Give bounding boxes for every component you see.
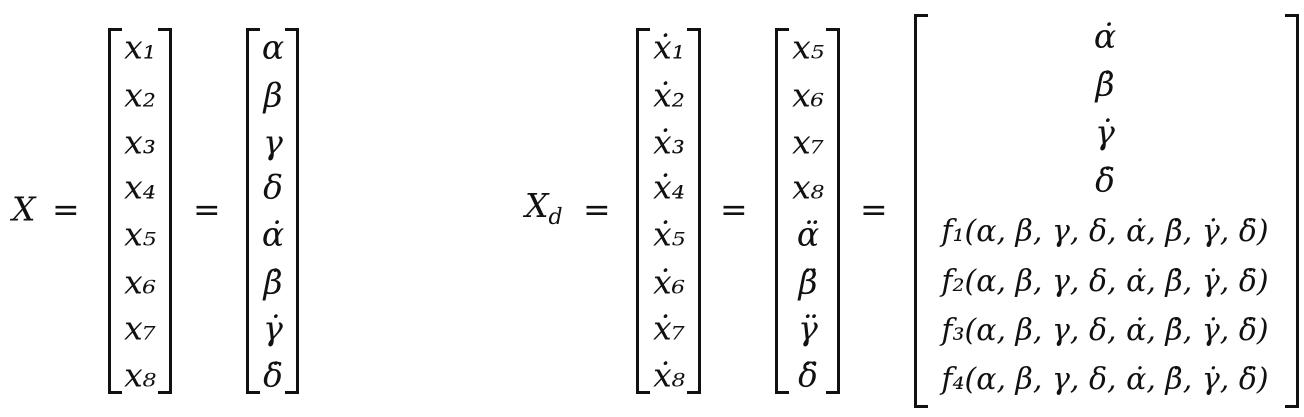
equals-sign: = <box>720 189 748 229</box>
matrix-cell: x₄ <box>124 167 156 207</box>
matrix-cell: α <box>261 27 285 67</box>
angle-vector-matrix <box>248 0 298 417</box>
matrix-cell: ẋ₂ <box>653 75 685 115</box>
matrix-cell: x₆ <box>792 75 824 115</box>
derivative-vector-matrix <box>638 0 700 417</box>
matrix-cell: ẋ₃ <box>653 122 685 162</box>
matrix-cell: δ̇ <box>263 355 283 395</box>
matrix-cell: β̇ <box>1095 64 1115 104</box>
dynamics-vector-matrix <box>918 0 1292 417</box>
matrix-cell: f₂(α, β, γ, δ, α̇, β̇, γ̇, δ̇) <box>941 264 1269 299</box>
matrix-cell: x₆ <box>124 262 156 302</box>
matrix-cell: f₁(α, β, γ, δ, α̇, β̇, γ̇, δ̇) <box>941 214 1269 249</box>
matrix-cell: x₃ <box>124 122 156 162</box>
equals-sign: = <box>193 189 221 229</box>
equals-sign: = <box>583 189 611 229</box>
matrix-cell: x₅ <box>792 27 824 67</box>
matrix-cell: x₈ <box>792 167 824 207</box>
matrix-cell: ẋ₁ <box>653 27 685 67</box>
matrix-cell: γ <box>263 122 283 162</box>
matrix-cell: γ̈ <box>798 308 818 348</box>
mixed-vector-matrix <box>777 0 839 417</box>
matrix-cell: ẋ₅ <box>653 214 685 254</box>
matrix-cell: ẋ₇ <box>653 308 685 348</box>
matrix-cell: β̈ <box>798 262 818 302</box>
matrix-cell: δ̇ <box>1095 160 1115 200</box>
matrix-cell: δ̈ <box>798 355 818 395</box>
matrix-cell: x₈ <box>124 355 156 395</box>
matrix-cell: ẋ₆ <box>653 262 685 302</box>
matrix-cell: x₂ <box>124 75 156 115</box>
equals-sign: = <box>52 189 80 229</box>
matrix-cell: β̇ <box>263 262 283 302</box>
matrix-cell: γ̇ <box>263 308 283 348</box>
matrix-cell: β <box>263 75 283 115</box>
matrix-cell: ẋ₄ <box>653 167 685 207</box>
matrix-cell: x₇ <box>792 122 824 162</box>
lhs-symbol-x: X <box>12 189 36 229</box>
matrix-cell: α̈ <box>796 214 820 254</box>
matrix-cell: ẋ₈ <box>653 355 685 395</box>
matrix-cell: f₄(α, β, γ, δ, α̇, β̇, γ̇, δ̇) <box>941 362 1269 397</box>
matrix-cell: α̇ <box>261 214 285 254</box>
matrix-cell: f₃(α, β, γ, δ, α̇, β̇, γ̇, δ̇) <box>941 313 1269 348</box>
matrix-cell: δ <box>263 167 283 207</box>
matrix-cell: x₇ <box>124 308 156 348</box>
equals-sign: = <box>860 189 888 229</box>
matrix-cell: α̇ <box>1093 16 1117 56</box>
matrix-cell: γ̇ <box>1095 112 1115 152</box>
matrix-cell: x₅ <box>124 214 156 254</box>
matrix-cell: x₁ <box>124 27 156 67</box>
lhs-symbol-xd: $X_d$ <box>525 186 563 230</box>
state-vector-matrix <box>110 0 170 417</box>
